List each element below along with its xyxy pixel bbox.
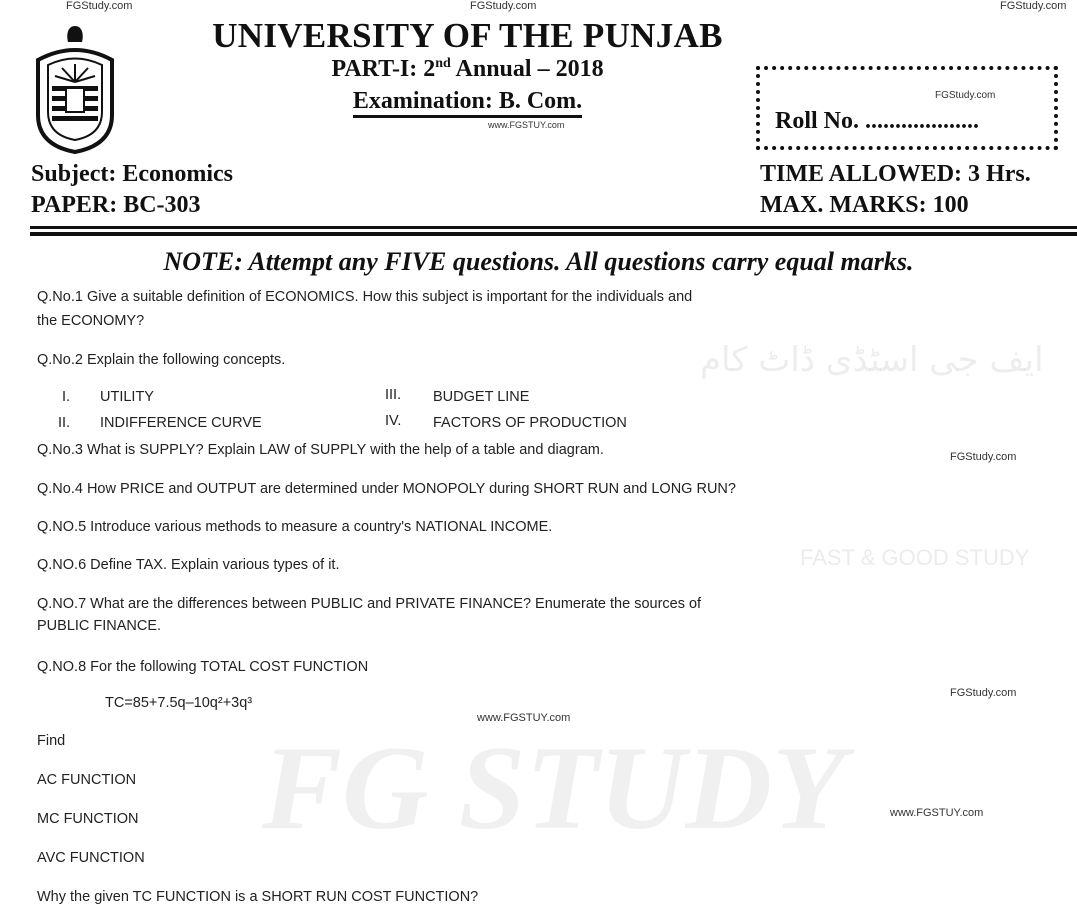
watermark: www.FGSTUY.com <box>890 807 984 819</box>
list-item: FACTORS OF PRODUCTION <box>433 415 627 431</box>
max-marks: MAX. MARKS: 100 <box>760 192 969 218</box>
part-sup: nd <box>435 56 451 71</box>
question-3: Q.No.3 What is SUPPLY? Explain LAW of SUPPLY with the help of a table and diagram. <box>37 442 604 458</box>
question-7-cont: PUBLIC FINANCE. <box>37 618 162 634</box>
list-item: INDIFFERENCE CURVE <box>100 415 262 431</box>
watermark: FGStudy.com <box>1000 0 1067 12</box>
question-2: Q.No.2 Explain the following concepts. <box>37 352 286 368</box>
watermark: FGStudy.com <box>950 451 1017 463</box>
part-suffix: Annual – 2018 <box>450 56 604 82</box>
urdu-watermark: ایف جی اسٹڈی ڈاٹ کام <box>700 340 1044 380</box>
question-6: Q.NO.6 Define TAX. Explain various types of it. <box>37 557 340 573</box>
examination-text: Examination: B. Com. <box>353 88 582 118</box>
list-item: BUDGET LINE <box>433 389 530 405</box>
divider <box>30 226 1077 229</box>
watermark: FGStudy.com <box>470 0 537 12</box>
find-label: Find <box>37 733 66 749</box>
paper-code: PAPER: BC-303 <box>31 192 201 218</box>
total-cost-function: TC=85+7.5q–10q²+3q³ <box>105 695 253 711</box>
university-title: UNIVERSITY OF THE PUNJAB <box>212 16 723 55</box>
avc-function: AVC FUNCTION <box>37 850 145 866</box>
list-num: II. <box>58 415 71 431</box>
question-1-cont: the ECONOMY? <box>37 313 145 329</box>
question-7: Q.NO.7 What are the differences between PUBLIC and PRIVATE FINANCE? Enumerate the sources of <box>37 596 702 612</box>
time-allowed: TIME ALLOWED: 3 Hrs. <box>760 161 1031 187</box>
fgstudy-watermark: FG STUDY <box>262 721 846 854</box>
subject: Subject: Economics <box>31 161 233 187</box>
watermark: FGStudy.com <box>935 90 996 101</box>
mc-function: MC FUNCTION <box>37 811 139 827</box>
watermark: www.FGSTUY.com <box>488 120 565 130</box>
watermark: FGStudy.com <box>66 0 133 12</box>
part-prefix: PART-I: 2 <box>331 56 436 82</box>
ac-function: AC FUNCTION <box>37 772 137 788</box>
divider <box>30 232 1077 236</box>
question-8: Q.NO.8 For the following TOTAL COST FUNCTION <box>37 659 369 675</box>
question-1: Q.No.1 Give a suitable definition of ECONOMICS. How this subject is important for the individuals and <box>37 289 693 305</box>
question-5: Q.NO.5 Introduce various methods to measure a country's NATIONAL INCOME. <box>37 519 553 535</box>
list-num: IV. <box>385 413 402 429</box>
question-4: Q.No.4 How PRICE and OUTPUT are determined under MONOPOLY during SHORT RUN and LONG RUN? <box>37 481 736 497</box>
watermark: www.FGSTUY.com <box>477 712 571 724</box>
short-run-question: Why the given TC FUNCTION is a SHORT RUN COST FUNCTION? <box>37 889 479 905</box>
list-item: UTILITY <box>100 389 154 405</box>
instructions-note: NOTE: Attempt any FIVE questions. All questions carry equal marks. <box>163 247 914 276</box>
roll-number-field: Roll No. ................... <box>775 108 979 134</box>
fgstudy-tagline-watermark: FAST & GOOD STUDY <box>800 545 1030 570</box>
watermark: FGStudy.com <box>950 687 1017 699</box>
list-num: I. <box>62 389 71 405</box>
list-num: III. <box>385 387 402 403</box>
